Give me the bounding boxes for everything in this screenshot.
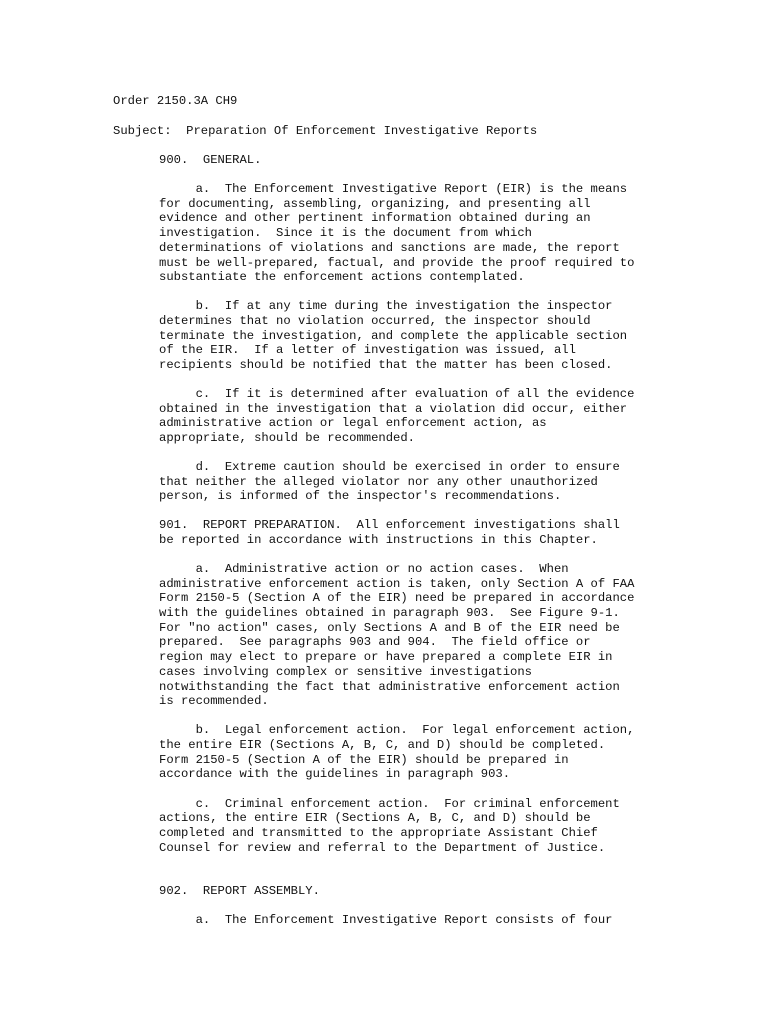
text-line: the entire EIR (Sections A, B, C, and D) should be completed. — [159, 738, 606, 752]
section-heading-902: 902. REPORT ASSEMBLY. — [159, 884, 320, 898]
text-line: appropriate, should be recommended. — [159, 431, 415, 445]
text-line: prepared. See paragraphs 903 and 904. The field office or — [159, 635, 591, 649]
text-line: b. If at any time during the investigation the inspector — [159, 299, 613, 313]
text-line: d. Extreme caution should be exercised in order to ensure — [159, 460, 620, 474]
text-line: region may elect to prepare or have prepared a complete EIR in — [159, 650, 613, 664]
section-heading-901: 901. REPORT PREPARATION. All enforcement investigations shall — [159, 518, 620, 532]
text-line: determinations of violations and sanctions are made, the report — [159, 241, 620, 255]
text-line: a. The Enforcement Investigative Report (EIR) is the means — [159, 182, 628, 196]
text-line: determines that no violation occurred, the inspector should — [159, 314, 591, 328]
section-heading-900: 900. GENERAL. — [159, 153, 262, 167]
text-line: obtained in the investigation that a violation did occur, either — [159, 402, 628, 416]
text-line: a. The Enforcement Investigative Report consists of four — [159, 913, 613, 927]
text-line: substantiate the enforcement actions contemplated. — [159, 270, 525, 284]
text-line: recipients should be notified that the matter has been closed. — [159, 358, 613, 372]
text-line: actions, the entire EIR (Sections A, B, C, and D) should be — [159, 811, 591, 825]
text-line: notwithstanding the fact that administrative enforcement action — [159, 680, 620, 694]
text-line: for documenting, assembling, organizing, and presenting all — [159, 197, 591, 211]
text-line: completed and transmitted to the appropriate Assistant Chief — [159, 826, 598, 840]
text-line: is recommended. — [159, 694, 269, 708]
text-line: administrative action or legal enforcement action, as — [159, 416, 547, 430]
order-number: Order 2150.3A CH9 — [113, 94, 238, 108]
text-line: be reported in accordance with instructions in this Chapter. — [159, 533, 598, 547]
text-line: with the guidelines obtained in paragraph 903. See Figure 9-1. — [159, 606, 620, 620]
text-line: person, is informed of the inspector's recommendations. — [159, 489, 562, 503]
text-line: Form 2150-5 (Section A of the EIR) need be prepared in accordance — [159, 591, 635, 605]
text-line: accordance with the guidelines in paragraph 903. — [159, 767, 511, 781]
text-line: cases involving complex or sensitive investigations — [159, 665, 532, 679]
text-line: b. Legal enforcement action. For legal enforcement action, — [159, 723, 635, 737]
text-line: For "no action" cases, only Sections A and B of the EIR need be — [159, 621, 620, 635]
text-line: evidence and other pertinent information obtained during an — [159, 211, 591, 225]
text-line: must be well-prepared, factual, and provide the proof required to — [159, 256, 635, 270]
text-line: administrative enforcement action is taken, only Section A of FAA — [159, 577, 635, 591]
text-line: Form 2150-5 (Section A of the EIR) should be prepared in — [159, 753, 569, 767]
text-line: c. If it is determined after evaluation of all the evidence — [159, 387, 635, 401]
text-line: Counsel for review and referral to the Department of Justice. — [159, 841, 606, 855]
subject-line: Subject: Preparation Of Enforcement Investigative Reports — [113, 124, 538, 138]
text-line: of the EIR. If a letter of investigation was issued, all — [159, 343, 576, 357]
text-line: investigation. Since it is the document from which — [159, 226, 532, 240]
text-line: that neither the alleged violator nor any other unauthorized — [159, 475, 598, 489]
text-line: terminate the investigation, and complete the applicable section — [159, 329, 628, 343]
text-line: c. Criminal enforcement action. For criminal enforcement — [159, 797, 620, 811]
text-line: a. Administrative action or no action cases. When — [159, 562, 569, 576]
